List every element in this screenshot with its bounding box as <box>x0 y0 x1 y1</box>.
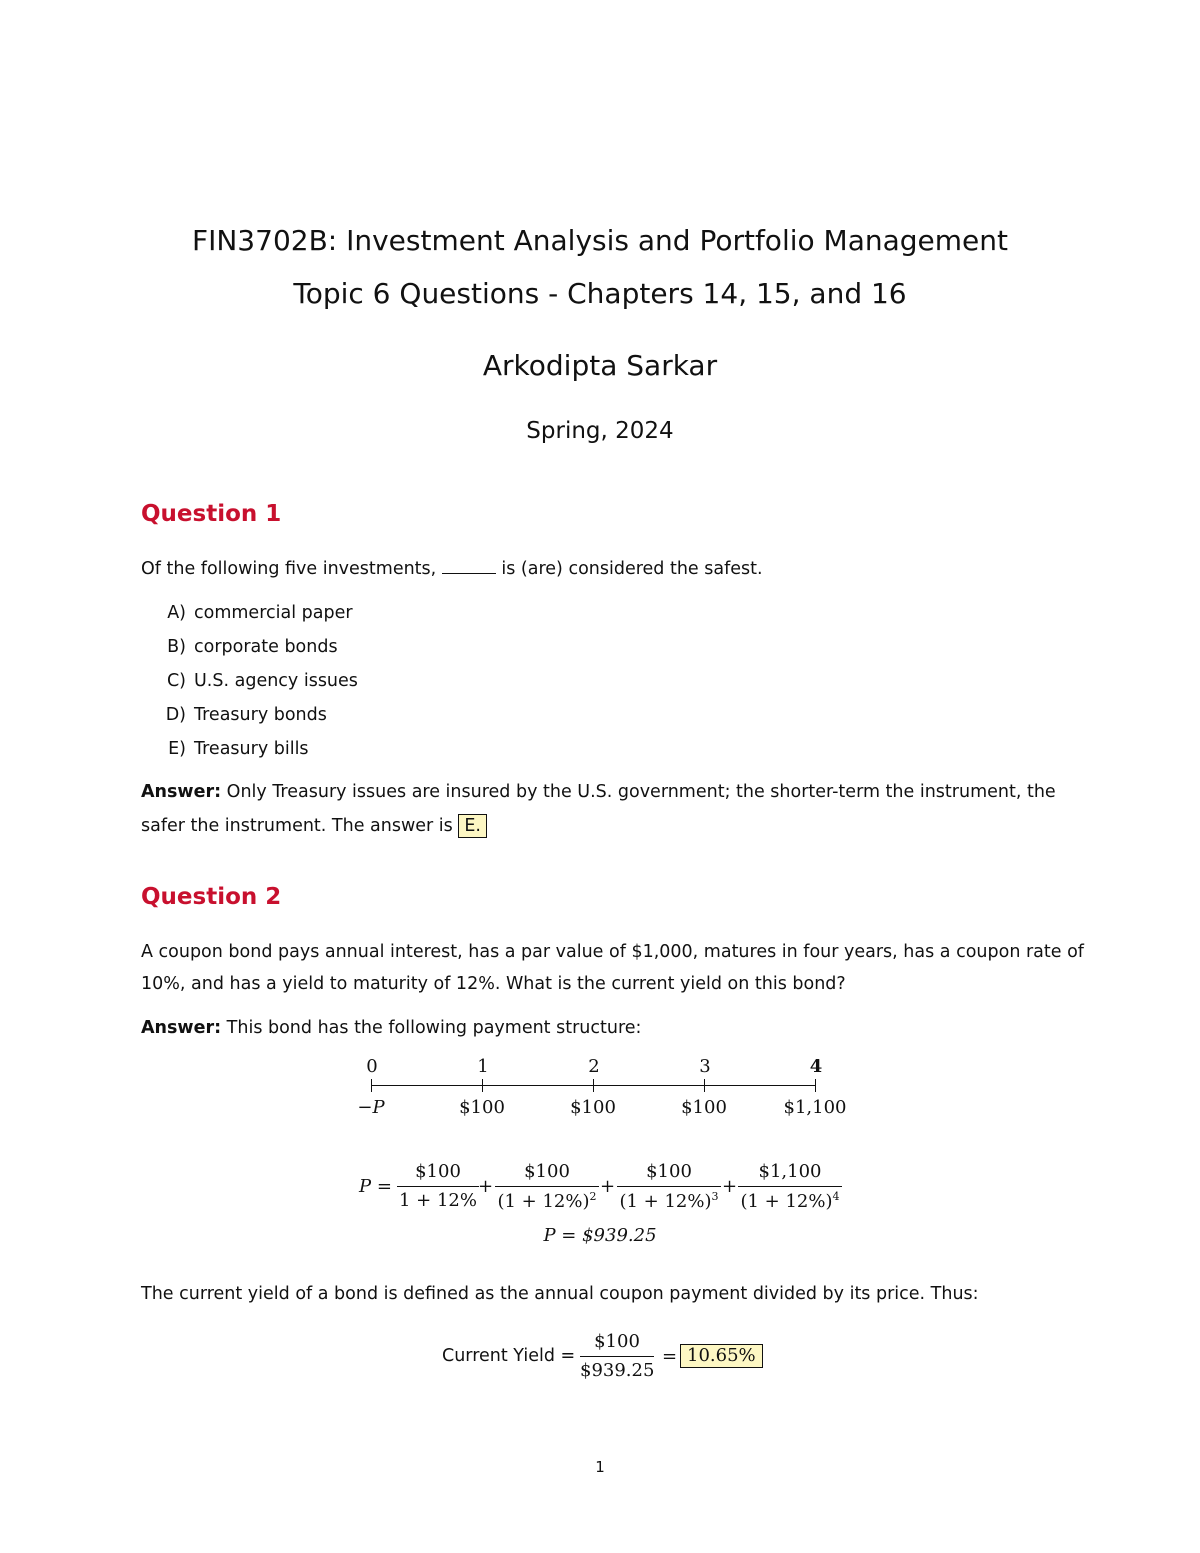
numerator: $100 <box>646 1161 692 1182</box>
page-number: 1 <box>595 1458 605 1476</box>
course-title: FIN3702B: Investment Analysis and Portfolio Management <box>192 224 1008 257</box>
answer-text: Only Treasury issues are insured by the U.S. government; the shorter-term the instrument, the <box>226 782 1056 802</box>
timeline-cashflow: $1,100 <box>783 1097 847 1118</box>
option-text: Treasury bonds <box>194 705 327 725</box>
option-text: U.S. agency issues <box>194 671 358 691</box>
option-text: corporate bonds <box>194 637 338 657</box>
timeline-period: 2 <box>588 1056 600 1077</box>
option-letter: D) <box>165 705 186 725</box>
denominator-base: (1 + 12%) <box>619 1191 712 1212</box>
answer-label: Answer: <box>141 782 222 802</box>
plus-sign: + <box>722 1176 738 1197</box>
exponent: 3 <box>711 1190 719 1203</box>
current-yield-fraction <box>580 1331 654 1381</box>
denominator-base: 1 + 12% <box>399 1190 477 1211</box>
denominator: $939.25 <box>580 1360 655 1381</box>
question-2-stem-line1: A coupon bond pays annual interest, has a par value of $1,000, matures in four years, has a coupon rate of <box>141 942 1084 962</box>
numerator: $100 <box>594 1331 640 1352</box>
option-text: Treasury bills <box>194 739 309 759</box>
current-yield-result-box <box>680 1344 763 1368</box>
current-yield-definition: The current yield of a bond is defined as the annual coupon payment divided by its price. Thus: <box>141 1284 979 1304</box>
numerator: $100 <box>415 1161 461 1182</box>
timeline-period: 3 <box>699 1056 711 1077</box>
answer-choice-box: E. <box>458 814 487 838</box>
option-letter: A) <box>167 603 186 623</box>
question-1-heading: Question 1 <box>141 501 282 527</box>
stem-before: Of the following five investments, <box>141 559 437 579</box>
term: Spring, 2024 <box>526 418 674 444</box>
denominator-base: (1 + 12%) <box>497 1191 590 1212</box>
option-letter: E) <box>168 739 186 759</box>
current-yield-result: 10.65% <box>680 1344 763 1368</box>
option-letter: C) <box>166 671 186 691</box>
exponent: 4 <box>832 1190 840 1203</box>
price-result: P = $939.25 <box>543 1225 657 1246</box>
author-name: Arkodipta Sarkar <box>482 349 718 382</box>
exponent: 2 <box>589 1190 597 1203</box>
timeline-cashflow: $100 <box>459 1097 505 1118</box>
current-yield-label: Current Yield = <box>442 1346 576 1366</box>
timeline-cashflow: $100 <box>570 1097 616 1118</box>
equals-sign: = <box>662 1346 678 1367</box>
timeline-cashflow: −P <box>357 1097 385 1118</box>
question-2-stem-line2: 10%, and has a yield to maturity of 12%. What is the current yield on this bond? <box>141 974 846 994</box>
plus-sign: + <box>478 1176 494 1197</box>
timeline-period: 4 <box>809 1056 823 1077</box>
numerator: $1,100 <box>758 1161 822 1182</box>
answer-text: safer the instrument. The answer is <box>141 816 453 836</box>
denominator-base: (1 + 12%) <box>740 1191 833 1212</box>
option-letter: B) <box>167 637 186 657</box>
numerator: $100 <box>524 1161 570 1182</box>
question-2-heading: Question 2 <box>141 884 282 910</box>
stem-after: is (are) considered the safest. <box>501 559 763 579</box>
plus-sign: + <box>600 1176 616 1197</box>
answer-text: This bond has the following payment structure: <box>226 1018 642 1038</box>
formula-lhs: P = <box>359 1176 392 1197</box>
timeline-cashflow: $100 <box>681 1097 727 1118</box>
answer-label: Answer: <box>141 1018 222 1038</box>
timeline-period: 1 <box>477 1056 489 1077</box>
topic-title: Topic 6 Questions - Chapters 14, 15, and 16 <box>293 277 907 310</box>
timeline-period: 0 <box>366 1056 378 1077</box>
option-text: commercial paper <box>194 603 353 623</box>
